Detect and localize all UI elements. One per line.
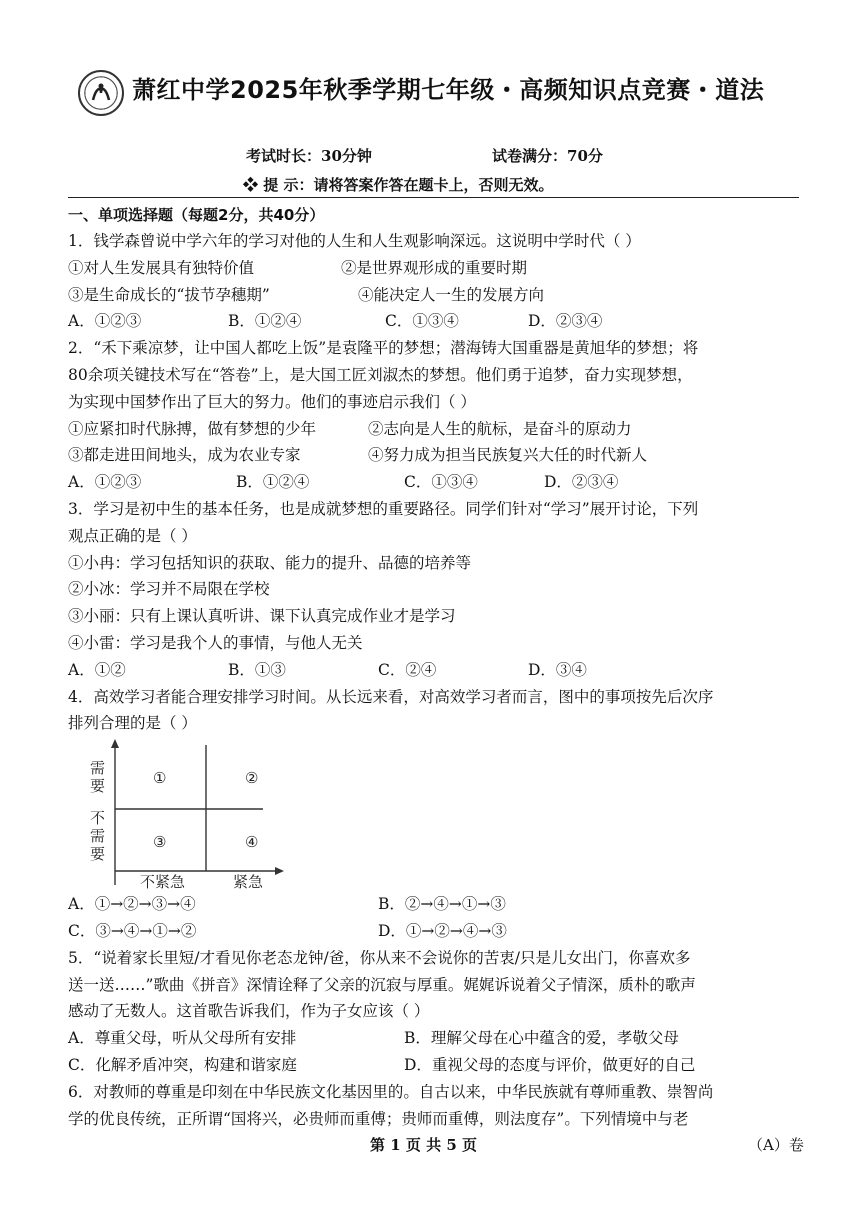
section-heading: 一、单项选择题（每题2分，共40分） <box>68 206 325 224</box>
exam-title: 萧红中学2025年秋季学期七年级・高频知识点竞赛・道法 <box>132 76 765 104</box>
q4-option-a[interactable]: A．①→②→③→④ <box>68 895 196 914</box>
q1-statements-row2 <box>68 282 808 309</box>
page-number: 第 1 页 共 5 页 <box>370 1136 477 1154</box>
q1-stem: 1．钱学森曾说中学六年的学习对他的人生和人生观影响深远。这说明中学时代（ ） <box>68 232 641 250</box>
q4-cell-2: ② <box>245 769 259 788</box>
q1-statement-4: ④能决定人一生的发展方向 <box>358 285 545 304</box>
q1-option-d[interactable]: D．②③④ <box>528 312 603 331</box>
q1-option-c[interactable]: C．①③④ <box>385 312 459 331</box>
q4-options-row2 <box>68 918 808 945</box>
q3-option-c[interactable]: C．②④ <box>378 660 437 679</box>
q4-option-c[interactable]: C．③→④→①→② <box>68 921 197 940</box>
question-list <box>68 228 808 1132</box>
q4-options-row1 <box>68 891 808 918</box>
paper-version: （A）卷 <box>748 1136 804 1154</box>
q2-statements-row1 <box>68 416 808 443</box>
q4-option-d[interactable]: D．①→②→④→③ <box>378 921 507 940</box>
q4-axis-label-needed-2: 要 <box>90 777 106 796</box>
q2-stem-line3: 为实现中国梦作出了巨大的努力。他们的事迹启示我们（ ） <box>68 392 476 411</box>
q3-statement-3: ③小丽：只有上课认真听讲、课下认真完成作业才是学习 <box>68 607 456 626</box>
q4-cell-3: ③ <box>153 833 167 852</box>
q3-option-a[interactable]: A．①② <box>68 660 126 679</box>
q5-stem-line1: 5．“说着家长里短/才看见你老态龙钟/爸，你从来不会说你的苦衷/只是儿女出门，你喜欢多 <box>68 948 691 967</box>
q5-stem-line2: 送一送……”歌曲《拼音》深情诠释了父亲的沉寂与厚重。娓娓诉说着父子情深，质朴的歌声 <box>68 975 696 994</box>
q2-option-b[interactable]: B．①②④ <box>236 473 310 492</box>
q3-statement-1: ①小冉：学习包括知识的获取、能力的提升、品德的培养等 <box>68 553 472 572</box>
q4-axis-label-notneeded-1: 不 <box>90 809 106 828</box>
q6-stem-line2: 学的优良传统，正所谓“国将兴，必贵师而重傅；贵师而重傅，则法度存”。下列情境中与老 <box>68 1109 689 1128</box>
q1-statement-1: ①对人生发展具有独特价值 <box>68 258 255 277</box>
q4-stem-line2: 排列合理的是（ ） <box>68 714 197 733</box>
q3-stem-line1: 3．学习是初中生的基本任务，也是成就梦想的重要路径。同学们针对“学习”展开讨论，下列 <box>68 499 699 518</box>
q2-statement-2: ②志向是人生的航标，是奋斗的原动力 <box>368 419 632 438</box>
q4-diagram-axes <box>111 739 284 885</box>
q3-options <box>68 657 808 684</box>
q5-option-b[interactable]: B．理解父母在心中蕴含的爱，孝敬父母 <box>404 1029 679 1048</box>
q1-option-a[interactable]: A．①②③ <box>68 312 142 331</box>
q4-axis-label-not-urgent: 不紧急 <box>140 873 186 890</box>
q3-option-d[interactable]: D．③④ <box>528 660 587 679</box>
q5-option-d[interactable]: D．重视父母的态度与评价，做更好的自己 <box>404 1055 696 1074</box>
q4-stem-line1: 4．高效学习者能合理安排学习时间。从长远来看，对高效学习者而言，图中的事项按先后次序 <box>68 687 714 706</box>
q2-statements-row2 <box>68 442 808 469</box>
q4-quadrant-diagram <box>68 737 808 891</box>
q5-option-c[interactable]: C．化解矛盾冲突，构建和谐家庭 <box>68 1055 297 1074</box>
q6-stem-line1: 6．对教师的尊重是印刻在中华民族文化基因里的。自古以来，中华民族就有尊师重教、崇智尚 <box>68 1082 714 1101</box>
q2-stem-line2: 80余项关键技术写在“答卷”上，是大国工匠刘淑杰的梦想。他们勇于追梦，奋力实现梦想， <box>68 365 693 384</box>
q4-axis-label-notneeded-3: 要 <box>90 845 106 864</box>
q5-options-row2 <box>68 1052 808 1079</box>
answer-tip: ❖ 提 示：请将答案作答在题卡上，否则无效。 <box>243 176 554 194</box>
q2-option-d[interactable]: D．②③④ <box>544 473 619 492</box>
q2-option-a[interactable]: A．①②③ <box>68 473 142 492</box>
q2-option-c[interactable]: C．①③④ <box>404 473 478 492</box>
q4-axis-label-urgent: 紧急 <box>233 873 264 890</box>
q3-statement-2: ②小冰：学习并不局限在学校 <box>68 580 270 599</box>
exam-duration: 考试时长：30分钟 <box>246 147 372 165</box>
q2-stem-line1: 2．“禾下乘凉梦，让中国人都吃上饭”是袁隆平的梦想；潜海铸大国重器是黄旭华的梦想；将 <box>68 339 699 358</box>
q5-option-a[interactable]: A．尊重父母，听从父母所有安排 <box>68 1029 297 1048</box>
q4-axis-label-notneeded-2: 需 <box>90 827 106 846</box>
q2-statement-4: ④努力成为担当民族复兴大任的时代新人 <box>368 446 648 465</box>
q2-statement-3: ③都走进田间地头，成为农业专家 <box>68 446 301 465</box>
q2-options <box>68 469 808 496</box>
q2-statement-1: ①应紧扣时代脉搏，做有梦想的少年 <box>68 419 317 438</box>
q1-statement-2: ②是世界观形成的重要时期 <box>341 258 528 277</box>
q1-statement-3: ③是生命成长的“拔节孕穗期” <box>68 285 270 304</box>
header-divider <box>68 197 799 198</box>
q1-options <box>68 308 808 335</box>
q4-option-b[interactable]: B．②→④→①→③ <box>378 895 506 914</box>
exam-full-score: 试卷满分：70分 <box>492 147 603 165</box>
q3-option-b[interactable]: B．①③ <box>228 660 286 679</box>
q4-cell-1: ① <box>153 769 167 788</box>
q5-stem-line3: 感动了无数人。这首歌告诉我们，作为子女应该（ ） <box>68 1002 430 1021</box>
q1-statements-row1 <box>68 255 808 282</box>
q1-option-b[interactable]: B．①②④ <box>228 312 302 331</box>
q4-cell-4: ④ <box>245 833 259 852</box>
q3-stem-line2: 观点正确的是（ ） <box>68 526 197 545</box>
q5-options-row1 <box>68 1025 808 1052</box>
school-logo-icon <box>78 70 124 116</box>
q4-axis-label-needed-1: 需 <box>90 759 106 778</box>
q3-statement-4: ④小雷：学习是我个人的事情，与他人无关 <box>68 633 363 652</box>
